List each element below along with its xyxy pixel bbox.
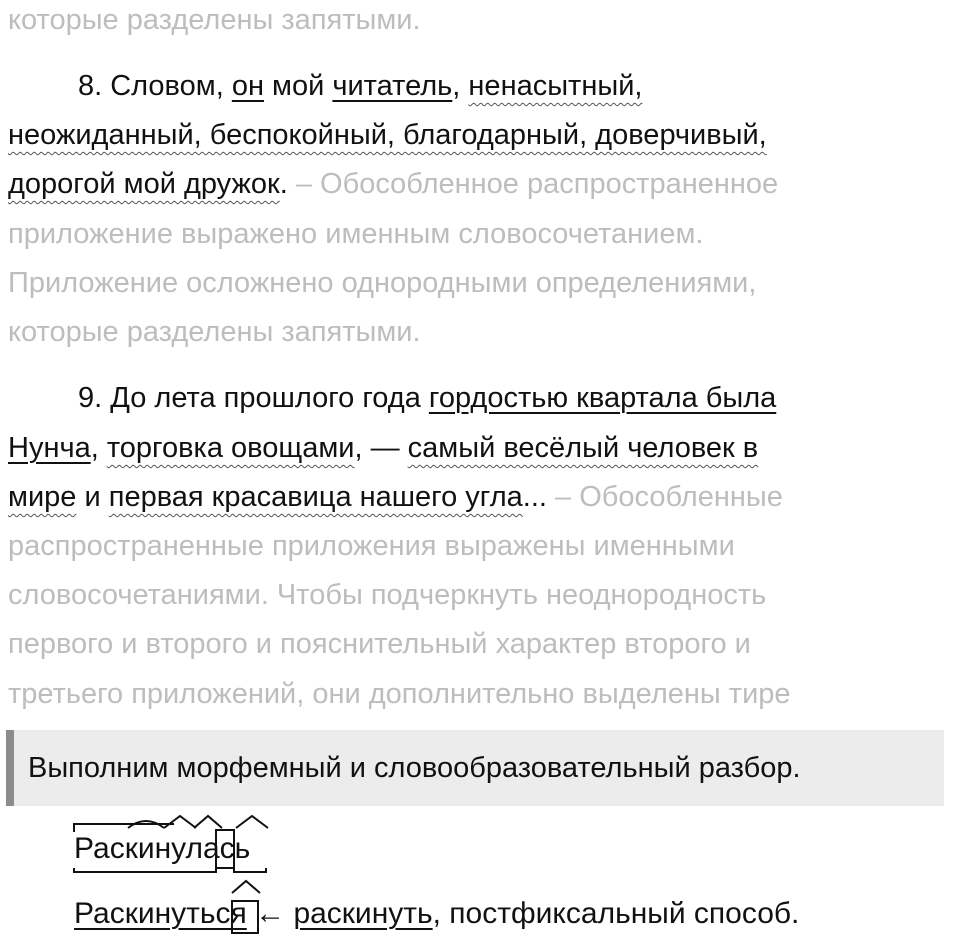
item9-and: и bbox=[76, 481, 109, 513]
top-tail-line: которые разделены запятыми. bbox=[8, 4, 421, 36]
subject-nuncha: Нунча bbox=[8, 432, 91, 464]
apposition-torgovka: торговка овощами bbox=[106, 432, 355, 464]
derivation-method: , постфиксальный способ. bbox=[432, 897, 800, 930]
predicate-gordostyu: гордостью квартала была bbox=[428, 382, 777, 414]
item8-line1 bbox=[78, 70, 642, 102]
item9-ellipsis: ... bbox=[522, 481, 547, 513]
derivation-arrow: ← bbox=[246, 897, 294, 930]
item8-explanation-start: – Обособленное распространенное bbox=[287, 168, 779, 200]
morpheme-parse-raskinulas bbox=[74, 832, 250, 866]
morph-word-raskinutsya: Раскинуться bbox=[74, 897, 247, 930]
morpheme-marks-raskinutsya bbox=[74, 897, 274, 937]
subject-on: он bbox=[231, 70, 264, 102]
apposition-nenasytny: ненасытный, bbox=[468, 70, 643, 102]
item9-comma: , bbox=[90, 432, 107, 464]
item8-text-moi: мой bbox=[263, 70, 333, 102]
item8-line3 bbox=[8, 168, 778, 200]
item9-explanation-line7: третьего приложений, они дополнительно выделены тире bbox=[8, 678, 791, 710]
item8-line2 bbox=[8, 119, 767, 151]
item8-explanation-line4: приложение выражено именным словосочетанием. bbox=[8, 218, 704, 250]
item8-explanation-line5: Приложение осложнено однородными определениями, bbox=[8, 267, 757, 299]
item9-dash: , — bbox=[354, 432, 408, 464]
item9-explanation-start: – Обособленные bbox=[546, 481, 783, 513]
morph-word-raskinulas: Раскинулась bbox=[74, 832, 251, 865]
apposition-samyi-veselyi: самый весёлый человек в bbox=[407, 432, 759, 464]
item8-explanation-line6: которые разделены запятыми. bbox=[8, 316, 421, 348]
item9-line1 bbox=[78, 382, 776, 414]
morpheme-marks-raskinulas bbox=[74, 832, 274, 872]
morph-base-raskinut: раскинуть bbox=[293, 897, 433, 930]
item8-number-text: 8. Словом, bbox=[78, 70, 232, 102]
item9-line3 bbox=[8, 481, 783, 513]
item8-comma: , bbox=[452, 70, 469, 102]
morpheme-parse-raskinutsya bbox=[74, 897, 799, 931]
item9-line2 bbox=[8, 432, 758, 464]
item9-explanation-line6: первого и второго и пояснительный характер второго и bbox=[8, 628, 751, 660]
apposition-dorogoi-druzhok: дорогой мой дружок bbox=[8, 168, 280, 200]
predicate-chitatel: читатель bbox=[332, 70, 453, 102]
apposition-mire: мире bbox=[8, 481, 77, 513]
item9-number-text: 9. До лета прошлого года bbox=[78, 382, 429, 414]
item9-explanation-line5: словосочетаниями. Чтобы подчеркнуть неоднородность bbox=[8, 579, 767, 611]
apposition-pervaya-krasavitsa: первая красавица нашего угла bbox=[108, 481, 523, 513]
banner-text: Выполним морфемный и словообразовательный разбор. bbox=[28, 752, 801, 784]
item9-explanation-line4: распространенные приложения выражены именными bbox=[8, 530, 735, 562]
item8-period: . bbox=[279, 168, 288, 200]
apposition-attributes: неожиданный, беспокойный, благодарный, доверчивый, bbox=[8, 119, 767, 151]
instruction-banner bbox=[6, 730, 944, 806]
